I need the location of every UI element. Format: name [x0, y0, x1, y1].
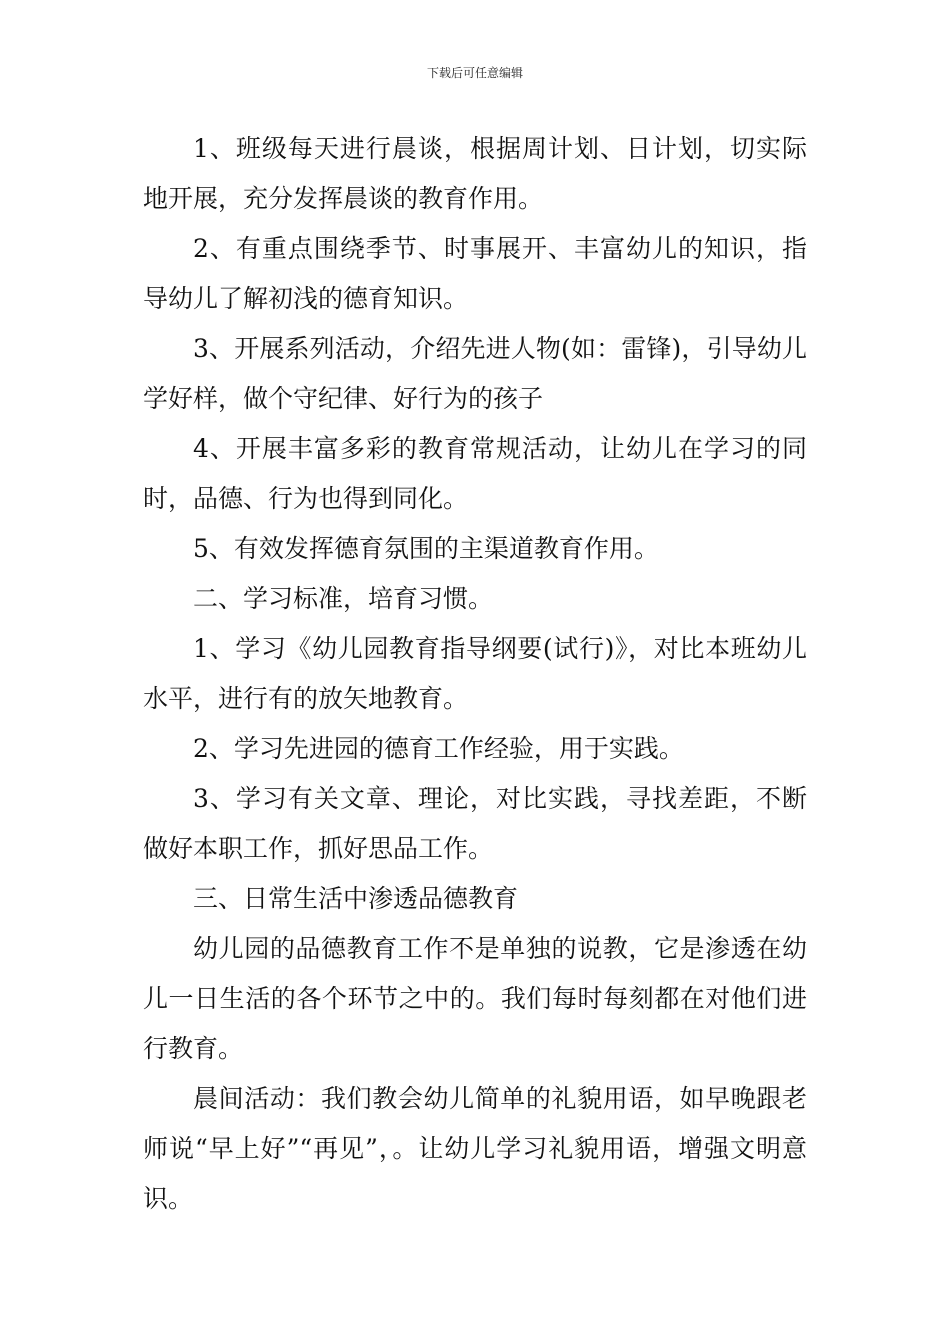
paragraph-item-4: 4、开展丰富多彩的教育常规活动，让幼儿在学习的同时，品德、行为也得到同化。 [143, 434, 807, 513]
paragraph-daily-life: 幼儿园的品德教育工作不是单独的说教，它是渗透在幼儿一日生活的各个环节之中的。我们每时每刻都在对他们进行教育。 [143, 934, 807, 1063]
section-heading-3: 三、日常生活中渗透品德教育 [193, 884, 519, 913]
paragraph-item-2: 2、有重点围绕季节、时事展开、丰富幼儿的知识，指导幼儿了解初浅的德育知识。 [143, 234, 807, 313]
paragraph-item-5: 5、有效发挥德育氛围的主渠道教育作用。 [193, 534, 659, 563]
document-body [143, 124, 807, 1224]
page-header: 下载后可任意编辑 [426, 66, 523, 80]
paragraph-learning-2: 2、学习先进园的德育工作经验，用于实践。 [193, 734, 684, 763]
section-heading-2: 二、学习标准，培育习惯。 [193, 584, 494, 613]
paragraph-morning-activity: 晨间活动：我们教会幼儿简单的礼貌用语，如早晚跟老师说“早上好”“再见”，。让幼儿学习礼貌用语，增强文明意识。 [143, 1084, 807, 1213]
paragraph-learning-3: 3、学习有关文章、理论，对比实践，寻找差距，不断做好本职工作，抓好思品工作。 [143, 784, 807, 863]
paragraph-learning-1: 1、学习《幼儿园教育指导纲要(试行)》，对比本班幼儿水平，进行有的放矢地教育。 [143, 634, 807, 713]
paragraph-item-3: 3、开展系列活动，介绍先进人物(如：雷锋)，引导幼儿学好样，做个守纪律、好行为的孩子 [143, 334, 807, 413]
paragraph-item-1: 1、班级每天进行晨谈，根据周计划、日计划，切实际地开展，充分发挥晨谈的教育作用。 [143, 134, 807, 213]
